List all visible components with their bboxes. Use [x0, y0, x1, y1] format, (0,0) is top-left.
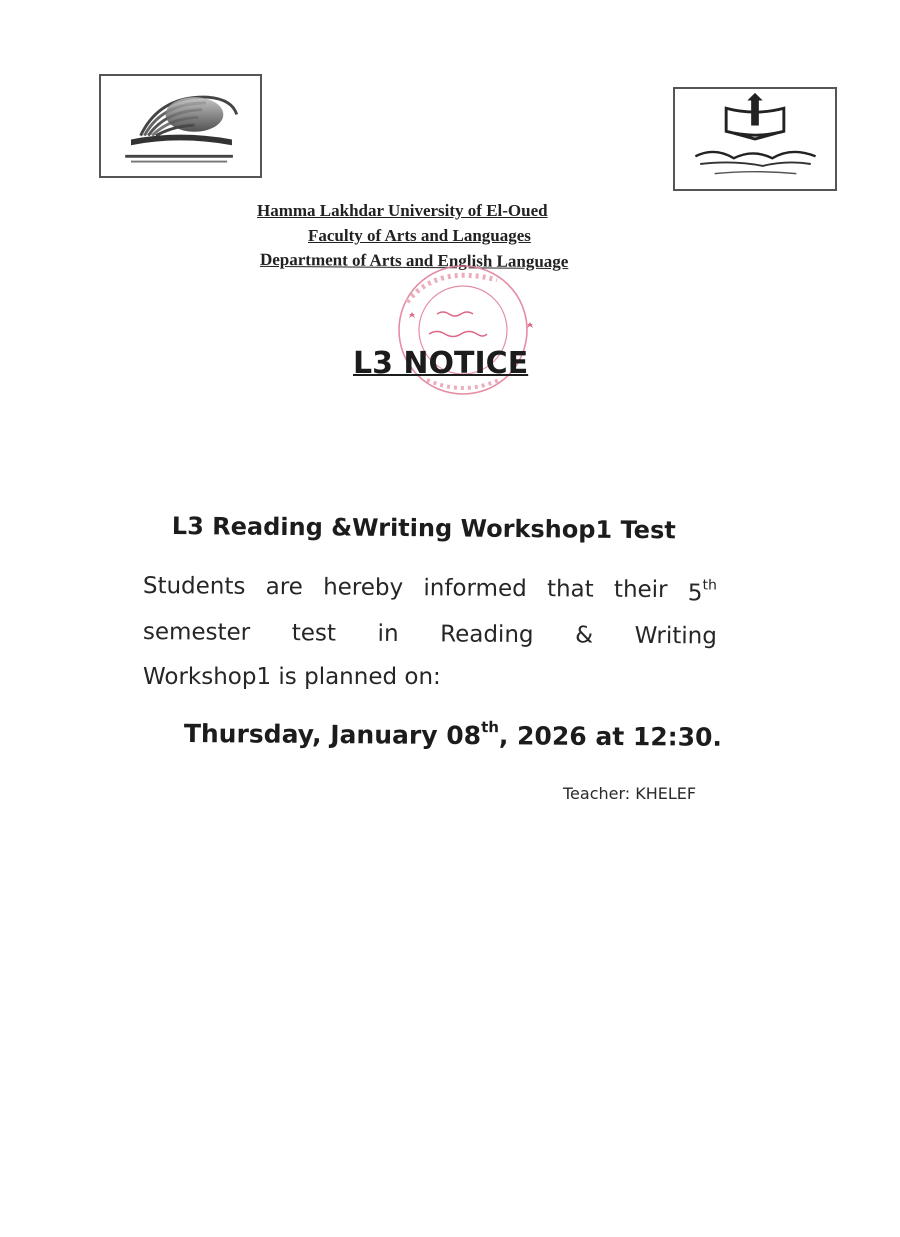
university-name: Hamma Lakhdar University of El-Oued	[257, 201, 548, 220]
university-emblem-icon	[101, 76, 260, 176]
faculty-emblem-icon	[675, 89, 835, 189]
ordinal-suffix: th	[702, 577, 717, 594]
test-date: Thursday, January 08th, 2026 at 12:30.	[183, 718, 723, 752]
teacher-signature: Teacher: KHELEF	[563, 784, 697, 803]
university-logo	[99, 74, 262, 178]
word: informed	[423, 575, 527, 603]
department-name: Department of Arts and English Language	[259, 249, 569, 272]
word: Students	[142, 573, 246, 600]
word: in	[377, 620, 399, 648]
test-title: L3 Reading &Writing Workshop1 Test	[171, 512, 676, 545]
paragraph-line-2	[143, 619, 717, 650]
word: &	[575, 622, 594, 649]
word: Writing	[634, 622, 717, 650]
faculty-name: Faculty of Arts and Languages	[308, 226, 531, 245]
semester-number: 5th	[687, 577, 717, 607]
date-ordinal-suffix: th	[481, 718, 500, 737]
word: their	[613, 576, 668, 604]
word: are	[265, 573, 303, 601]
word: semester	[142, 619, 251, 646]
word: test	[291, 620, 337, 647]
faculty-logo	[673, 87, 837, 191]
word: hereby	[323, 574, 404, 602]
paragraph-line-1	[143, 573, 717, 607]
notice-title: L3 NOTICE	[353, 346, 529, 381]
paragraph-line-3: Workshop1 is planned on:	[143, 664, 441, 690]
word: Reading	[440, 621, 534, 649]
word: that	[546, 576, 594, 603]
